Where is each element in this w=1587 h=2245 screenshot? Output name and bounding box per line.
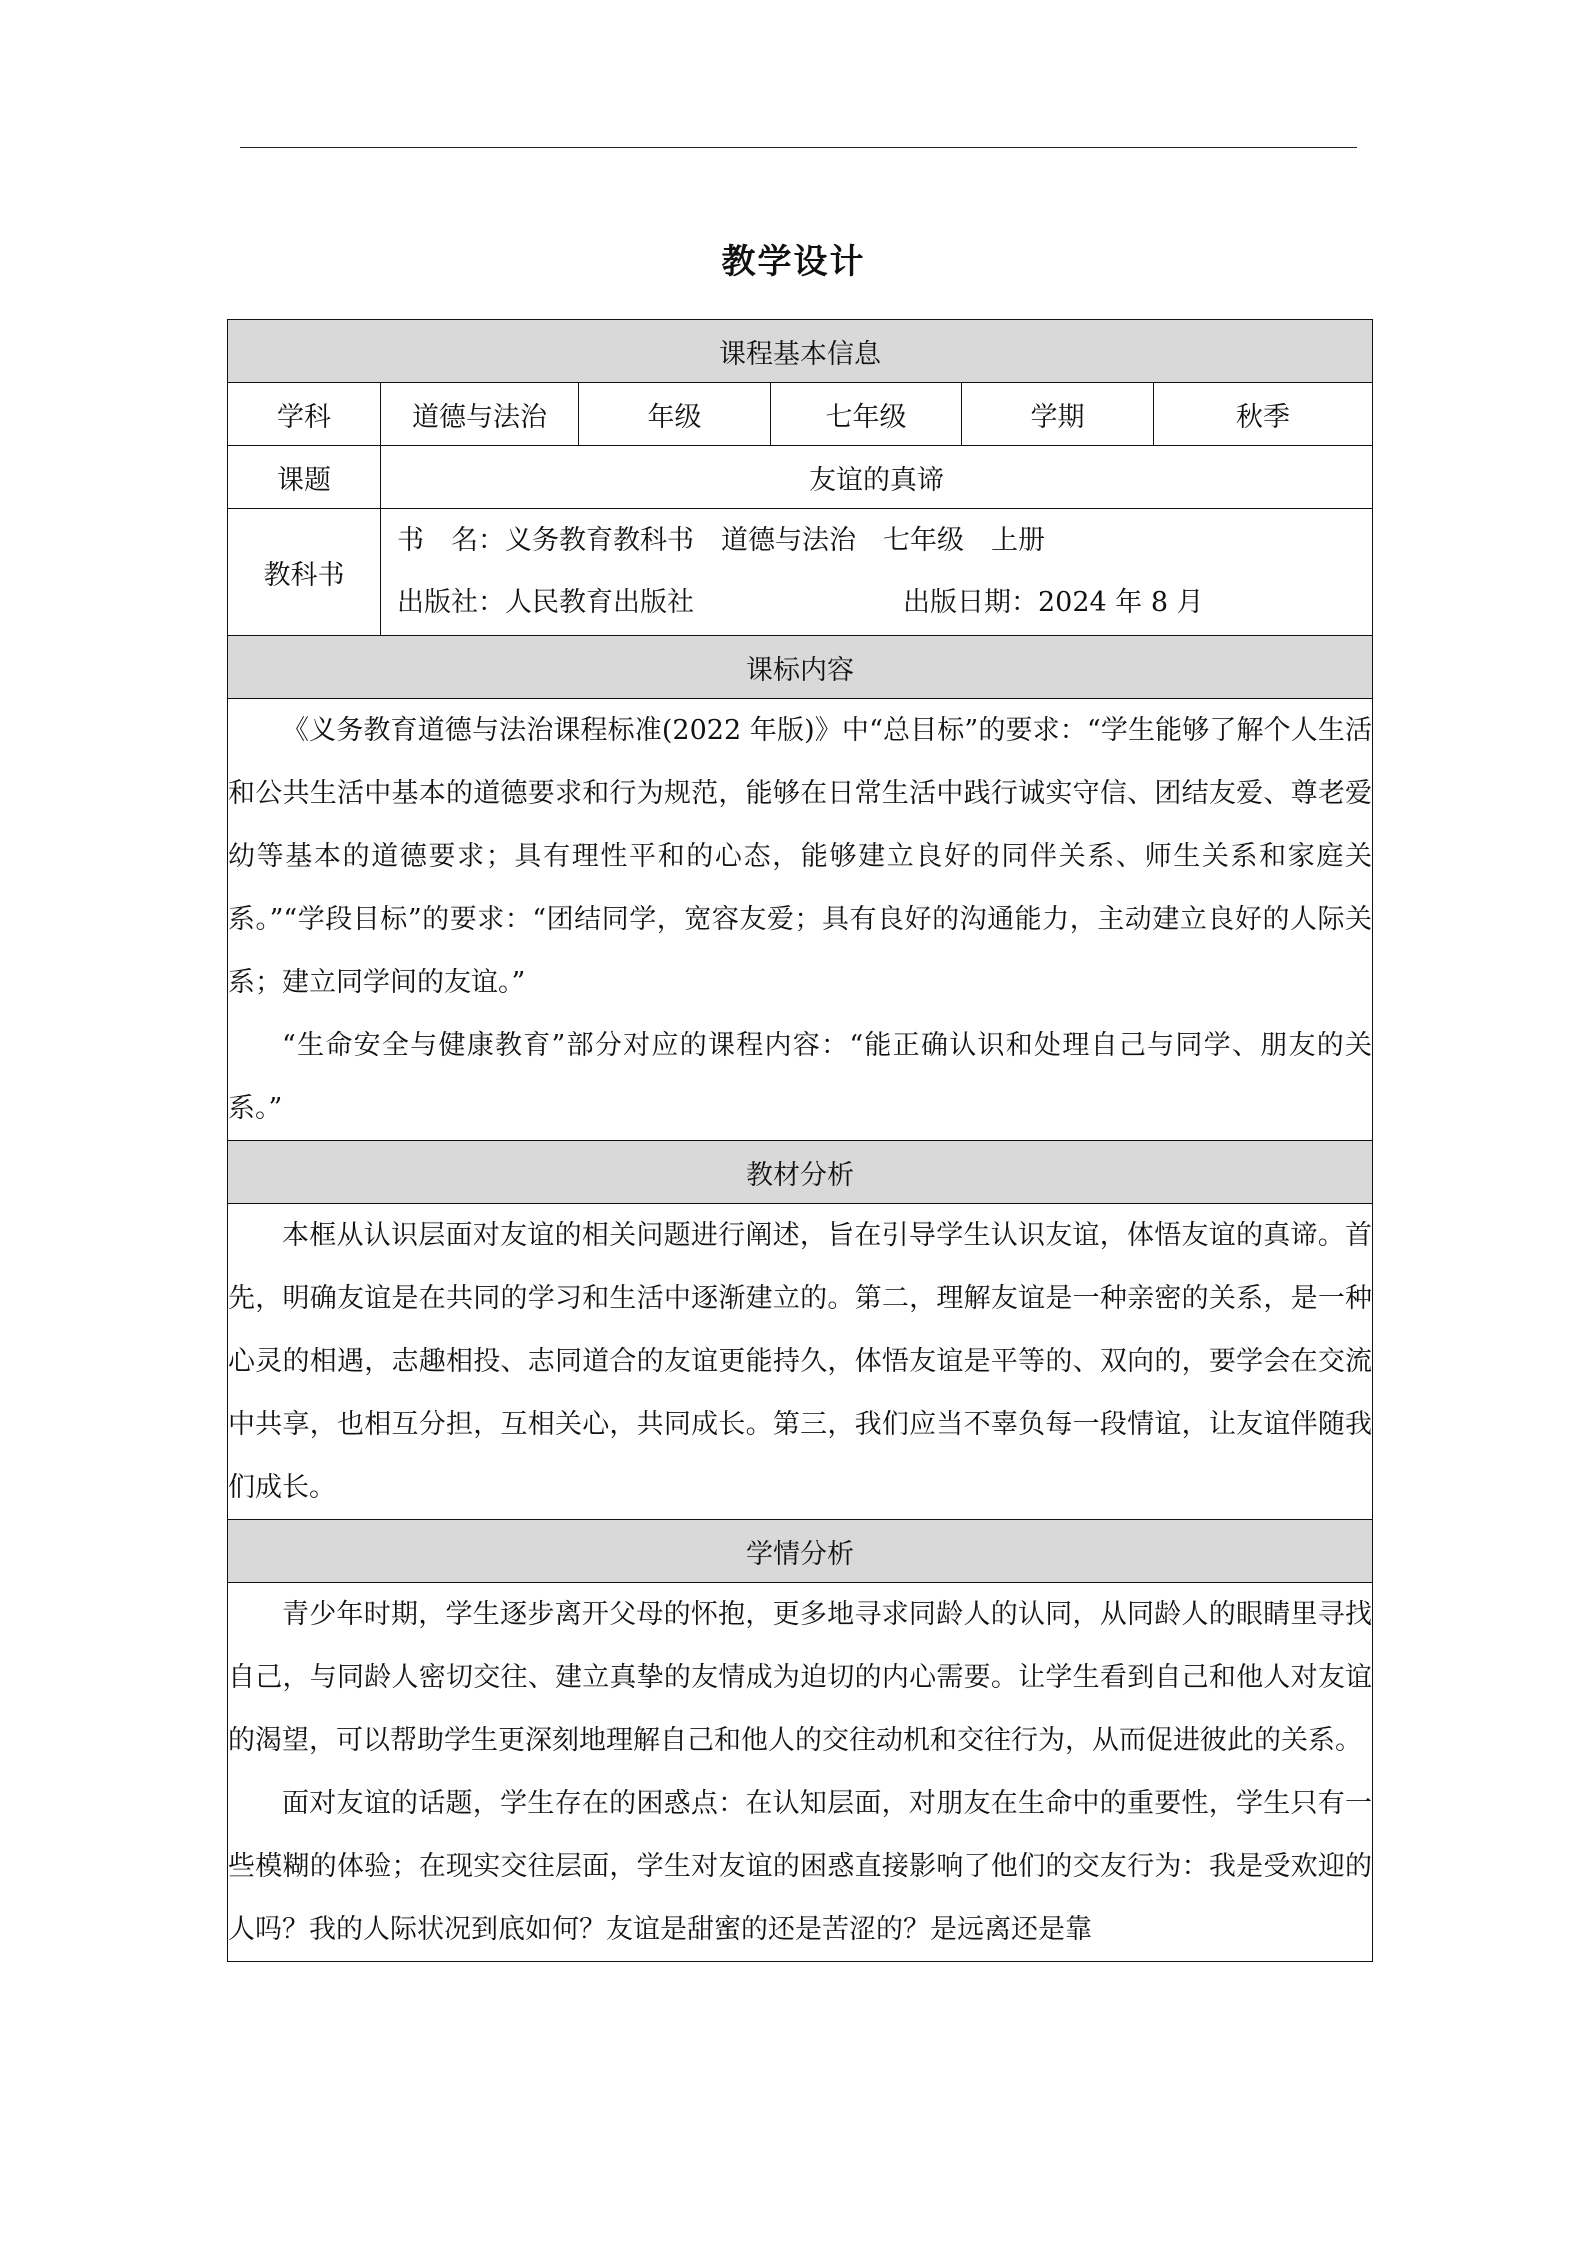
section-header-material: 教材分析 — [228, 1141, 1373, 1204]
subject-value: 道德与法治 — [381, 383, 579, 446]
students-body-row — [228, 1583, 1373, 1962]
students-header-row — [228, 1520, 1373, 1583]
students-paragraph: 面对友谊的话题，学生存在的困惑点：在认知层面，对朋友在生命中的重要性，学生只有一些模糊的体验；在现实交往层面，学生对友谊的困惑直接影响了他们的交友行为：我是受欢迎的人吗？我的人际状况到底如何？友谊是甜蜜的还是苦涩的？是远离还是靠 — [228, 1788, 1373, 1945]
curriculum-paragraph: 《义务教育道德与法治课程标准(2022 年版)》中“总目标”的要求：“学生能够了解个人生活和公共生活中基本的道德要求和行为规范，能够在日常生活中践行诚实守信、团结友爱、尊老爱幼等基本的道德要求；具有理性平和的心态，能够建立良好的同伴关系、师生关系和家庭关系。”“学段目标”的要求：“团结同学，宽容友爱；具有良好的沟通能力，主动建立良好的人际关系；建立同学间的友谊。” — [228, 715, 1373, 998]
textbook-row — [228, 509, 1373, 636]
term-label: 学期 — [962, 383, 1154, 446]
textbook-details — [381, 509, 1373, 636]
textbook-label: 教科书 — [228, 509, 381, 636]
material-content — [228, 1204, 1373, 1520]
subject-label: 学科 — [228, 383, 381, 446]
grade-label: 年级 — [579, 383, 771, 446]
term-value: 秋季 — [1154, 383, 1373, 446]
subject-row — [228, 383, 1373, 446]
publish-date-text: 出版日期：2024 年 8 月 — [903, 587, 1204, 618]
book-title-line: 书 名：义务教育教科书 道德与法治 七年级 上册 — [397, 525, 1045, 556]
section-header-basic-info: 课程基本信息 — [228, 320, 1373, 383]
curriculum-header-row — [228, 636, 1373, 699]
section-header-students: 学情分析 — [228, 1520, 1373, 1583]
section-header-curriculum: 课标内容 — [228, 636, 1373, 699]
header-rule — [240, 147, 1357, 148]
curriculum-content — [228, 699, 1373, 1141]
page-title: 教学设计 — [721, 242, 866, 282]
topic-label: 课题 — [228, 446, 381, 509]
lesson-design-table — [227, 319, 1373, 1962]
material-body-row — [228, 1204, 1373, 1520]
book-publish-line — [381, 572, 1372, 634]
grade-value: 七年级 — [771, 383, 962, 446]
material-paragraph: 本框从认识层面对友谊的相关问题进行阐述，旨在引导学生认识友谊，体悟友谊的真谛。首先，明确友谊是在共同的学习和生活中逐渐建立的。第二，理解友谊是一种亲密的关系，是一种心灵的相遇，志趣相投、志同道合的友谊更能持久，体悟友谊是平等的、双向的，要学会在交流中共享，也相互分担，互相关心，共同成长。第三，我们应当不辜负每一段情谊，让友谊伴随我们成长。 — [228, 1220, 1373, 1503]
curriculum-paragraph: “生命安全与健康教育”部分对应的课程内容：“能正确认识和处理自己与同学、朋友的关系。” — [228, 1030, 1373, 1124]
students-paragraph: 青少年时期，学生逐步离开父母的怀抱，更多地寻求同龄人的认同，从同龄人的眼睛里寻找自己，与同龄人密切交往、建立真挚的友情成为迫切的内心需要。让学生看到自己和他人对友谊的渴望，可以帮助学生更深刻地理解自己和他人的交往动机和交往行为，从而促进彼此的关系。 — [228, 1599, 1373, 1756]
curriculum-body-row — [228, 699, 1373, 1141]
material-header-row — [228, 1141, 1373, 1204]
students-content — [228, 1583, 1373, 1962]
topic-row — [228, 446, 1373, 509]
publisher-text: 出版社：人民教育出版社 — [397, 587, 694, 618]
topic-value: 友谊的真谛 — [381, 446, 1373, 509]
basic-info-header-row — [228, 320, 1373, 383]
